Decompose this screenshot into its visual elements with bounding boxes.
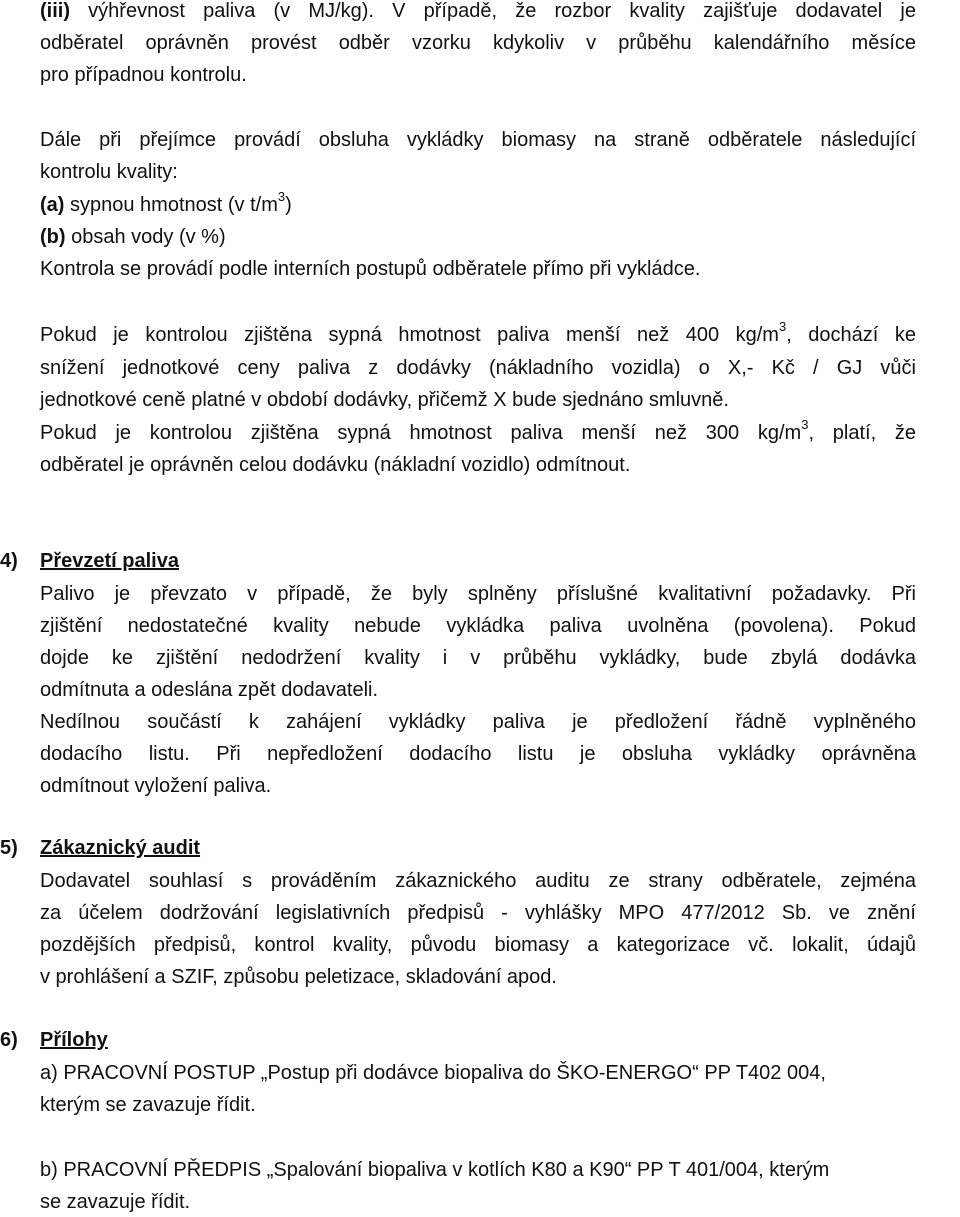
section-4-heading (0, 546, 179, 576)
intro-line-1 (40, 0, 916, 26)
section-4-line: Palivo je převzato v případě, že byly splněny příslušné kvalitativní požadavky. Při (40, 583, 916, 605)
item-a-label: (a) (40, 194, 65, 216)
section-6-number: 6) (0, 1029, 18, 1051)
section-4-line: odmítnout vyložení paliva. (40, 775, 272, 797)
density-p1-text-b: , dochází ke (786, 324, 916, 346)
intro-line-3: pro případnou kontrolu. (40, 64, 247, 86)
density-p1-sup: 3 (778, 319, 787, 335)
density-p1-line-1 (40, 320, 916, 350)
density-p2-line-2: odběratel je oprávněn celou dodávku (nákladní vozidlo) odmítnout. (40, 454, 631, 476)
section-4-line: Nedílnou součástí k zahájení vykládky paliva je předložení řádně vyplněného (40, 711, 916, 733)
acceptance-line-2: kontrolu kvality: (40, 161, 178, 183)
item-b-text: obsah vody (v %) (65, 226, 226, 248)
section-4-line: odmítnuta a odeslána zpět dodavateli. (40, 679, 379, 701)
section-5-line: za účelem dodržování legislativních předpisů - vyhlášky MPO 477/2012 Sb. ve znění (40, 902, 916, 924)
acceptance-item-b (40, 222, 916, 252)
item-a-end: ) (285, 194, 292, 216)
section-5-title: Zákaznický audit (40, 837, 201, 859)
density-p1-text-a: Pokud je kontrolou zjištěna sypná hmotnost paliva menší než 400 kg/m (40, 324, 779, 346)
acceptance-line-1: Dále při přejímce provádí obsluha vykládky biomasy na straně odběratele následující (40, 129, 916, 151)
attachment-a-line-2: kterým se zavazuje řídit. (40, 1094, 256, 1116)
density-p1-line-2: snížení jednotkové ceny paliva z dodávky (nákladního vozidla) o X,- Kč / GJ vůči (40, 357, 916, 379)
item-a-sup: 3 (277, 189, 286, 205)
density-p2-text-b: , platí, že (808, 422, 916, 444)
acceptance-item-a (40, 190, 916, 220)
acceptance-line-5: Kontrola se provádí podle interních postupů odběratele přímo při vykládce. (40, 258, 701, 280)
attachment-b-line-2: se zavazuje řídit. (40, 1191, 191, 1213)
intro-line-1-text: výhřevnost paliva (v MJ/kg). V případě, že rozbor kvality zajišťuje dodavatel je (70, 0, 916, 22)
section-5-line: pozdějších předpisů, kontrol kvality, původu biomasy a kategorizace vč. lokalit, údajů (40, 934, 916, 956)
section-4-line: dodacího listu. Při nepředložení dodacího listu je obsluha vykládky oprávněna (40, 743, 916, 765)
section-4-line: zjištění nedostatečné kvality nebude vykládka paliva uvolněna (povolena). Pokud (40, 615, 916, 637)
density-p2-sup: 3 (801, 417, 809, 433)
item-b-label: (b) (40, 226, 66, 248)
section-6-heading (0, 1025, 108, 1055)
item-a-text: sypnou hmotnost (v t/m (64, 194, 278, 216)
attachment-b-line-1: b) PRACOVNÍ PŘEDPIS „Spalování biopaliva v kotlích K80 a K90“ PP T 401/004, kterým (40, 1159, 830, 1181)
section-4-title: Převzetí paliva (40, 550, 179, 572)
section-4-number: 4) (0, 550, 18, 572)
attachment-a-line-1: a) PRACOVNÍ POSTUP „Postup při dodávce biopaliva do ŠKO-ENERGO“ PP T402 004, (40, 1062, 826, 1084)
section-5-line: v prohlášení a SZIF, způsobu peletizace, skladování apod. (40, 966, 557, 988)
density-p1-line-3: jednotkové ceně platné v období dodávky, přičemž X bude sjednáno smluvně. (40, 389, 729, 411)
intro-item-label: (iii) (40, 0, 70, 22)
section-4-line: dojde ke zjištění nedodržení kvality i v průběhu vykládky, bude zbylá dodávka (40, 647, 916, 669)
section-5-number: 5) (0, 837, 18, 859)
density-p2-line-1 (40, 418, 916, 448)
section-5-line: Dodavatel souhlasí s prováděním zákaznického auditu ze strany odběratele, zejména (40, 870, 916, 892)
section-5-heading (0, 833, 200, 863)
section-6-title: Přílohy (40, 1029, 108, 1051)
density-p2-text-a: Pokud je kontrolou zjištěna sypná hmotnost paliva menší než 300 kg/m (40, 422, 802, 444)
intro-line-2: odběratel oprávněn provést odběr vzorku kdykoliv v průběhu kalendářního měsíce (40, 32, 916, 54)
